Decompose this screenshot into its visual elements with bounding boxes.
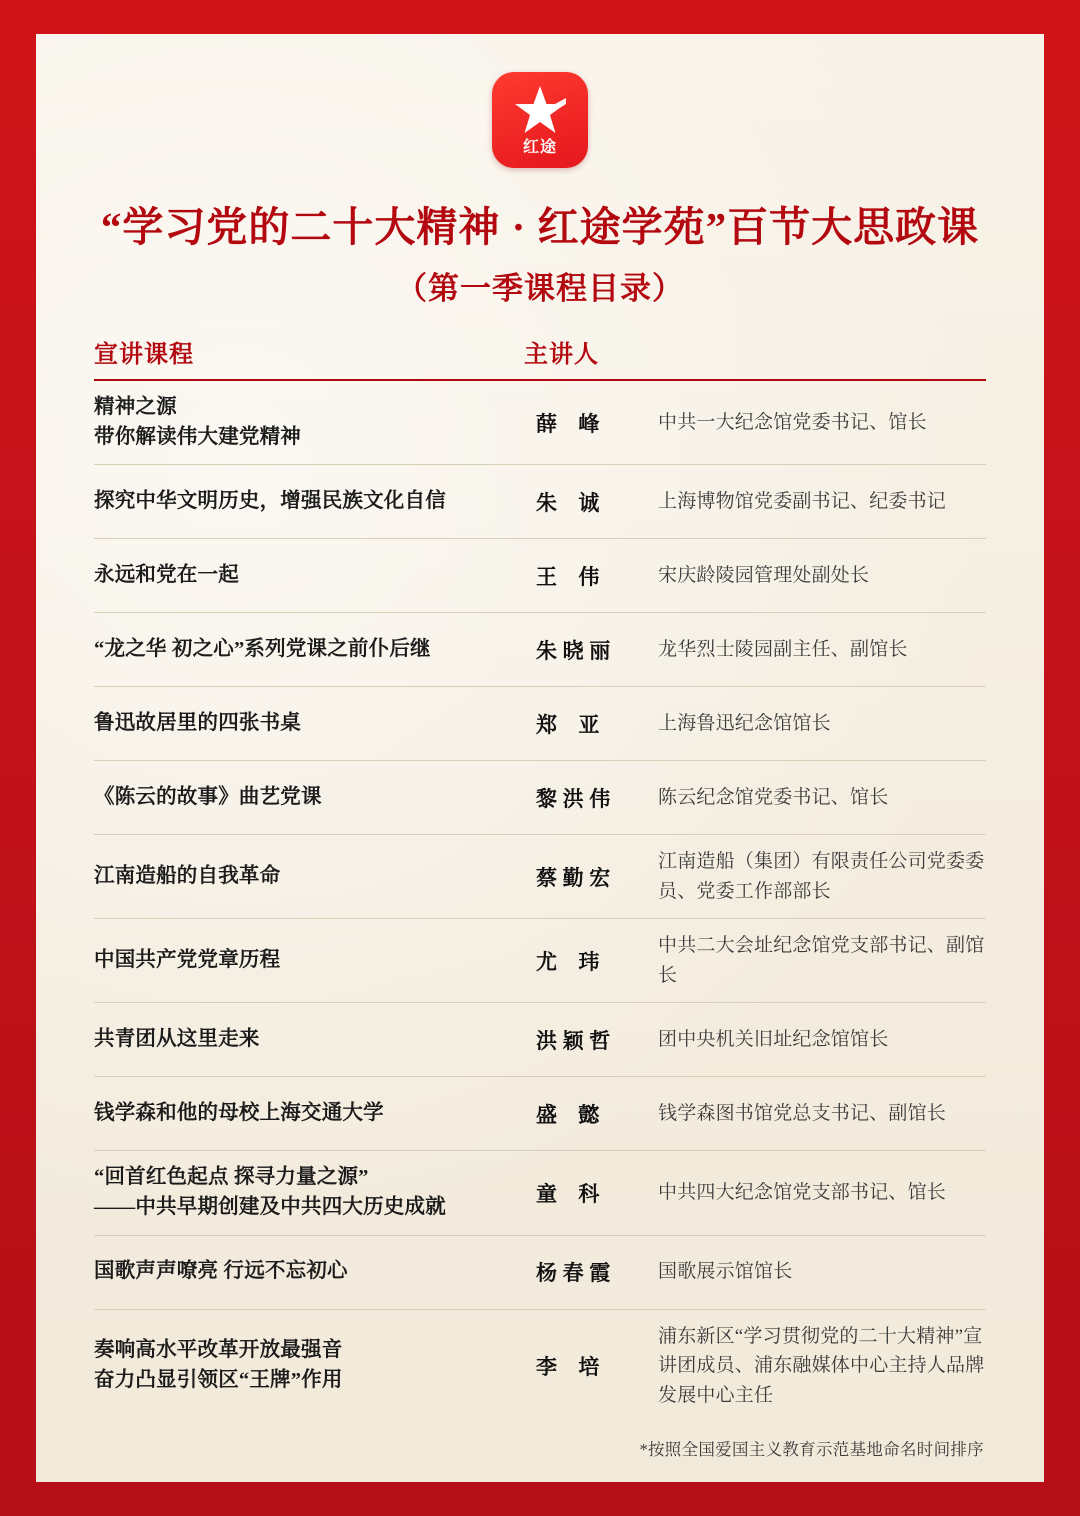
- table-row: [94, 539, 986, 613]
- speaker-name: 童 科: [536, 1181, 600, 1206]
- speaker-organization: 浦东新区“学习贯彻党的二十大精神”宣讲团成员、浦东融媒体中心主持人品牌发展中心主任: [658, 1325, 985, 1406]
- table-row: [94, 465, 986, 539]
- table-row: [94, 835, 986, 919]
- table-row: [94, 613, 986, 687]
- footnote: *按照全国爱国主义教育示范基地命名时间排序: [639, 1439, 984, 1459]
- speaker-organization: 江南造船（集团）有限责任公司党委委员、党委工作部部长: [658, 851, 985, 902]
- speaker-organization: 上海鲁迅纪念馆馆长: [658, 713, 831, 735]
- speaker-name: 郑 亚: [536, 712, 600, 737]
- speaker-organization: 中共四大纪念馆党支部书记、馆长: [658, 1182, 947, 1204]
- course-name: 奏响高水平改革开放最强音 奋力凸显引领区“王牌”作用: [94, 1339, 343, 1391]
- speaker-name: 王 伟: [536, 564, 600, 589]
- course-name: 共青团从这里走来: [94, 1027, 260, 1050]
- course-name: 中国共产党党章历程: [94, 948, 281, 971]
- table-row: [94, 919, 986, 1003]
- speaker-organization: 陈云纪念馆党委书记、馆长: [658, 787, 889, 809]
- column-header-course: 宣讲课程: [94, 342, 194, 368]
- speaker-name: 朱 诚: [536, 490, 600, 515]
- page-title: “学习党的二十大精神 · 红途学苑”百节大思政课: [100, 204, 980, 250]
- speaker-organization: 中共一大纪念馆党委书记、馆长: [658, 412, 927, 433]
- table-body: [94, 381, 986, 1422]
- logo-label: 红途: [522, 139, 557, 156]
- table-row: [94, 1077, 986, 1151]
- speaker-organization: 宋庆龄陵园管理处副处长: [658, 565, 870, 587]
- speaker-name: 尤 玮: [536, 949, 600, 974]
- course-name: “龙之华 初之心”系列党课之前仆后继: [94, 638, 431, 661]
- course-name: 国歌声声嘹亮 行远不忘初心: [94, 1260, 348, 1283]
- course-name: “回首红色起点 探寻力量之源” ——中共早期创建及中共四大历史成就: [94, 1166, 446, 1218]
- course-name: 永远和党在一起: [94, 564, 239, 587]
- speaker-organization: 钱学森图书馆党总支书记、副馆长: [658, 1102, 947, 1124]
- course-name: 《陈云的故事》曲艺党课: [94, 786, 322, 809]
- speaker-name: 杨 春 霞: [536, 1261, 611, 1286]
- speaker-name: 盛 懿: [536, 1102, 600, 1127]
- course-table: [94, 334, 986, 1422]
- course-name: 精神之源 带你解读伟大建党精神: [94, 396, 301, 448]
- speaker-name: 朱 晓 丽: [536, 638, 611, 663]
- table-row: [94, 687, 986, 761]
- table-row: [94, 761, 986, 835]
- speaker-name: 李 培: [536, 1354, 600, 1379]
- speaker-organization: 团中央机关旧址纪念馆馆长: [658, 1028, 889, 1050]
- course-name: 钱学森和他的母校上海交通大学: [94, 1101, 384, 1124]
- course-name: 江南造船的自我革命: [94, 865, 281, 888]
- speaker-organization: 国歌展示馆馆长: [658, 1261, 793, 1283]
- table-row: [94, 1236, 986, 1310]
- speaker-organization: 上海博物馆党委副书记、纪委书记: [658, 491, 947, 513]
- speaker-name: 黎 洪 伟: [536, 786, 611, 811]
- page-subtitle: （第一季课程目录）: [396, 271, 684, 306]
- table-row: [94, 381, 986, 465]
- table-row: [94, 1003, 986, 1077]
- column-header-speaker: 主讲人: [524, 342, 599, 368]
- table-header-row: [94, 334, 986, 381]
- speaker-name: 洪 颖 哲: [536, 1028, 611, 1053]
- app-logo: [492, 72, 588, 168]
- course-name: 探究中华文明历史，增强民族文化自信: [94, 490, 446, 513]
- speaker-name: 薛 峰: [536, 411, 600, 436]
- table-row: [94, 1310, 986, 1422]
- speaker-organization: 中共二大会址纪念馆党支部书记、副馆长: [658, 935, 985, 986]
- table-row: [94, 1151, 986, 1235]
- speaker-organization: 龙华烈士陵园副主任、副馆长: [658, 639, 908, 661]
- course-name: 鲁迅故居里的四张书桌: [94, 712, 301, 735]
- poster-card: [36, 34, 1044, 1482]
- logo-container: [94, 34, 986, 168]
- speaker-name: 蔡 勤 宏: [536, 865, 611, 890]
- star-icon: [510, 84, 570, 134]
